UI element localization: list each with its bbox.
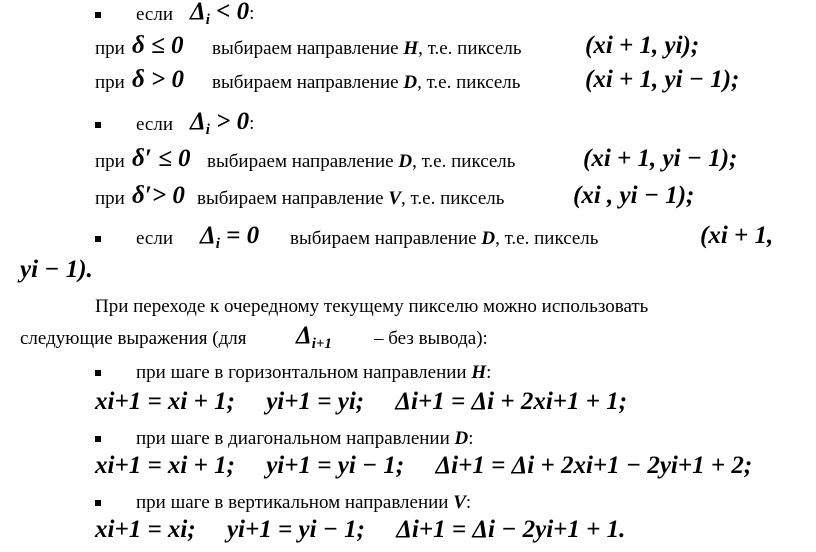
direction-label: D xyxy=(454,428,469,449)
case-condition: $\Delta_i = 0$ xyxy=(200,222,260,252)
direction-label: V xyxy=(388,188,402,209)
direction-label: D xyxy=(398,151,413,172)
delta-condition: δ > 0 xyxy=(132,66,185,93)
case-condition: $\Delta_i > 0$: xyxy=(190,108,255,138)
direction-label: V xyxy=(453,492,466,513)
delta-condition: δ ≤ 0 xyxy=(132,32,184,59)
pixel-formula: (xi , yi − 1); xyxy=(573,182,695,209)
formula-h: xi+1 = xi + 1; yi+1 = yi; Δi+1 = Δi + 2xi+1 + 1; xyxy=(95,388,628,415)
case-condition: $\Delta_i < 0$: xyxy=(190,0,255,28)
delta-next-symbol: $\Delta_{i+1}$ xyxy=(296,322,332,352)
bullet-icon xyxy=(95,236,101,242)
direction-label: D xyxy=(481,228,496,249)
case-label: если xyxy=(136,4,173,25)
pixel-formula: (xi + 1, yi − 1); xyxy=(583,145,738,172)
document-page: если $\Delta_i < 0$: при δ ≤ 0 выбираем направление H, т.е. пиксель (xi + 1, yi); при δ > 0 выбираем направление D, т.е. пиксель (xi + 1, yi − 1); если $\Delta_i > 0$: при δ′ ≤ 0 выбираем направление D, т.е. пиксель (xi + 1, yi − 1); при δ′> 0 выбираем направление V, т.е. пиксель (xi , yi − 1); если $\Delta_i = 0$ выбираем направление D, т.е. пиксель (xi + 1, yi − 1). При переходе к очередному текущему пикселю можно использовать следующие выражения (для $\Delta_{i+1}$ – без вывода): при шаге в горизонтальном направлении H: xi+1 = xi + 1; yi+1 = yi; Δi+1 = Δi + 2xi+1 + 1; при шаге в диагональном направлении D: xi+1 = xi + 1; yi+1 = yi − 1; Δi+1 = Δi + 2xi+1 − 2yi+1 + 2; при шаге в вертикальном направлении V: xi+1 = xi; yi+1 = yi − 1; Δi+1 = Δi − 2yi+1 + 1. xyxy=(0,0,816,552)
direction-label: H xyxy=(471,362,487,383)
bullet-icon xyxy=(95,500,101,506)
bullet-icon xyxy=(95,122,101,128)
delta-condition: δ′ ≤ 0 xyxy=(132,145,191,172)
bullet-icon xyxy=(95,12,101,18)
pixel-formula: (xi + 1, xyxy=(700,222,774,249)
formula-d: xi+1 = xi + 1; yi+1 = yi − 1; Δi+1 = Δi + 2xi+1 − 2yi+1 + 2; xyxy=(95,452,753,479)
pixel-formula: (xi + 1, yi − 1); xyxy=(585,66,740,93)
bullet-icon xyxy=(95,436,101,442)
direction-label: D xyxy=(403,72,418,93)
pixel-formula: (xi + 1, yi); xyxy=(585,32,700,59)
direction-label: H xyxy=(403,38,419,59)
bullet-icon xyxy=(95,370,101,376)
formula-v: xi+1 = xi; yi+1 = yi − 1; Δi+1 = Δi − 2yi+1 + 1. xyxy=(95,516,626,543)
delta-condition: δ′> 0 xyxy=(132,182,185,209)
pixel-formula-continued: yi − 1). xyxy=(20,256,93,283)
